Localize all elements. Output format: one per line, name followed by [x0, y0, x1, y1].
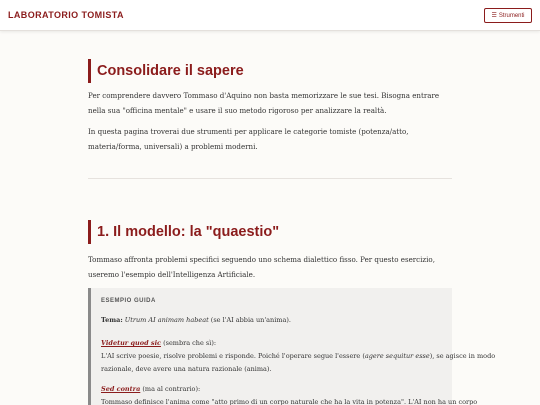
example-videtur-line-1: L'AI scrive poesie, risolve problemi e risponde. Poiché l'operare segue l'essere (agere sequitur esse), se agisce in modo [101, 352, 496, 360]
example-sed-heading: Sed contra (ma al contrario): [101, 385, 201, 393]
example-videtur-line-2: razionale, deve avere una natura razionale (anima). [101, 365, 272, 373]
example-videtur-heading: Videtur quod sic (sembra che sì): [101, 339, 217, 347]
top-bar [0, 0, 540, 31]
intro-paragraph-2: In questa pagina troverai due strumenti per applicare le categorie tomiste (potenza/atto, materia/forma, universali) a problemi moderni. [88, 127, 409, 151]
tools-button[interactable] [484, 8, 532, 23]
tools-button-label: Strumenti [498, 12, 525, 19]
example-label: ESEMPIO GUIDA [101, 298, 156, 304]
section-title-quaestio: 1. Il modello: la "quaestio" [88, 220, 452, 244]
example-tema: Tema: Utrum AI animam habeat (se l'AI abbia un'anima). [101, 316, 291, 324]
menu-icon: ☰ [491, 13, 497, 19]
example-box [88, 288, 496, 405]
site-brand[interactable]: LABORATORIO TOMISTA [8, 10, 124, 20]
intro-paragraph-1: Per comprendere davvero Tommaso d'Aquino non basta memorizzare le sue tesi. Bisogna entrare nella sua "officina mentale" e usare il suo metodo rigoroso per analizzare la realtà. [88, 91, 440, 115]
quaestio-paragraph: Tommaso affronta problemi specifici seguendo uno schema dialettico fisso. Per questo esercizio, useremo l'esempio dell'Intelligenza Artificiale. [88, 255, 435, 279]
section-title-consolidare: Consolidare il sapere [88, 59, 452, 83]
example-sed-line-1: Tommaso definisce l'anima come "atto primo di un corpo naturale che ha la vita in potenza". L'AI non ha un corpo [101, 398, 478, 405]
section-divider [88, 178, 452, 179]
